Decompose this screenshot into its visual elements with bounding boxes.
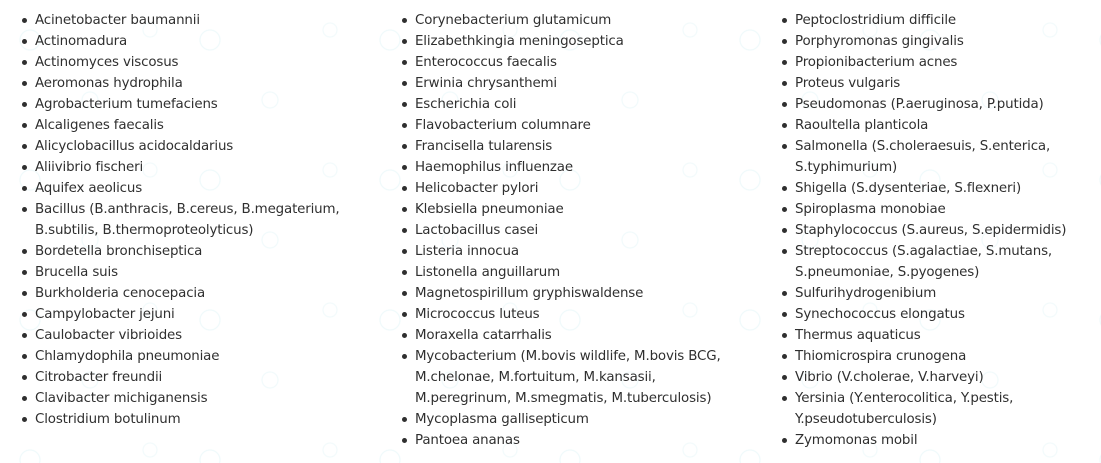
bullet-icon <box>402 165 407 170</box>
list-item-label: Sulfurihydrogenibium <box>795 286 937 301</box>
bullet-icon <box>402 333 407 338</box>
list-item <box>20 73 370 94</box>
bullet-icon <box>22 18 27 23</box>
bullet-icon <box>402 249 407 254</box>
list-item-label: Listeria innocua <box>415 244 519 259</box>
list-item-label: Haemophilus influenzae <box>415 160 573 175</box>
bullet-icon <box>782 312 787 317</box>
list-item <box>780 178 1100 199</box>
list-item-label: Brucella suis <box>35 265 118 280</box>
bullet-icon <box>782 228 787 233</box>
bullet-icon <box>782 333 787 338</box>
list-item-label: Enterococcus faecalis <box>415 55 557 70</box>
bullet-icon <box>402 18 407 23</box>
list-item-label: Clostridium botulinum <box>35 412 181 427</box>
list-item-label: Corynebacterium glutamicum <box>415 13 612 28</box>
bullet-icon <box>402 438 407 443</box>
bullet-icon <box>402 207 407 212</box>
list-item <box>20 388 370 409</box>
list-item-label: Actinomyces viscosus <box>35 55 179 70</box>
bullet-icon <box>22 312 27 317</box>
bullet-icon <box>22 417 27 422</box>
list-item <box>780 136 1070 178</box>
list-item <box>20 31 370 52</box>
list-item <box>780 430 1100 451</box>
list-item <box>20 262 370 283</box>
bullet-icon <box>782 354 787 359</box>
list-item <box>780 10 1100 31</box>
list-item-label: Erwinia chrysanthemi <box>415 76 557 91</box>
list-item-label: Porphyromonas gingivalis <box>795 34 964 49</box>
bullet-icon <box>22 165 27 170</box>
list-item-label: Alcaligenes faecalis <box>35 118 164 133</box>
list-item <box>780 31 1100 52</box>
list-item-label: Yersinia (Y.enterocolitica, Y.pestis, Y.pseudotuberculosis) <box>795 391 1014 427</box>
list-item <box>400 94 750 115</box>
bullet-icon <box>22 102 27 107</box>
bullet-icon <box>22 39 27 44</box>
list-item <box>400 199 750 220</box>
list-item-label: Peptoclostridium difficile <box>795 13 957 28</box>
list-item-label: Acinetobacter baumannii <box>35 13 200 28</box>
list-item <box>780 283 1100 304</box>
bullet-icon <box>402 228 407 233</box>
list-item <box>400 10 750 31</box>
bullet-icon <box>22 270 27 275</box>
bacteria-list-column-3 <box>780 10 1100 451</box>
list-item-label: Alicyclobacillus acidocaldarius <box>35 139 234 154</box>
list-item <box>20 178 370 199</box>
bullet-icon <box>782 102 787 107</box>
bullet-icon <box>22 60 27 65</box>
list-item-label: Moraxella catarrhalis <box>415 328 552 343</box>
list-item <box>400 178 750 199</box>
list-item-label: Escherichia coli <box>415 97 517 112</box>
bullet-icon <box>22 186 27 191</box>
list-item-label: Propionibacterium acnes <box>795 55 958 70</box>
bullet-icon <box>22 375 27 380</box>
list-item-label: Burkholderia cenocepacia <box>35 286 206 301</box>
bullet-icon <box>402 39 407 44</box>
list-item-label: Clavibacter michiganensis <box>35 391 208 406</box>
list-item <box>780 304 1100 325</box>
list-item-label: Pseudomonas (P.aeruginosa, P.putida) <box>795 97 1044 112</box>
list-item <box>400 31 750 52</box>
bullet-icon <box>402 417 407 422</box>
list-item <box>20 199 345 241</box>
bullet-icon <box>402 270 407 275</box>
list-item <box>400 157 750 178</box>
bullet-icon <box>402 291 407 296</box>
bullet-icon <box>402 354 407 359</box>
list-item <box>20 367 370 388</box>
list-item-label: Salmonella (S.choleraesuis, S.enterica, S.typhimurium) <box>795 139 1051 175</box>
bullet-icon <box>782 144 787 149</box>
list-item <box>400 430 750 451</box>
list-item-label: Flavobacterium columnare <box>415 118 591 133</box>
list-item <box>400 52 750 73</box>
list-item <box>400 241 750 262</box>
list-item <box>20 115 370 136</box>
list-item <box>780 52 1100 73</box>
list-item <box>780 199 1100 220</box>
list-item <box>780 241 1070 283</box>
list-item-label: Vibrio (V.cholerae, V.harveyi) <box>795 370 984 385</box>
list-item-label: Zymomonas mobil <box>795 433 918 448</box>
list-item <box>780 346 1100 367</box>
bullet-icon <box>402 144 407 149</box>
list-item-label: Klebsiella pneumoniae <box>415 202 564 217</box>
list-item-label: Chlamydophila pneumoniae <box>35 349 220 364</box>
bullet-icon <box>782 249 787 254</box>
bacteria-list-column-2 <box>400 10 750 451</box>
bullet-icon <box>782 438 787 443</box>
list-item-label: Elizabethkingia meningoseptica <box>415 34 624 49</box>
list-item <box>20 346 370 367</box>
bullet-icon <box>402 186 407 191</box>
list-item-label: Mycoplasma gallisepticum <box>415 412 589 427</box>
bullet-icon <box>22 354 27 359</box>
list-item-label: Lactobacillus casei <box>415 223 539 238</box>
list-item <box>20 94 370 115</box>
list-item <box>400 73 750 94</box>
bullet-icon <box>782 207 787 212</box>
bullet-icon <box>782 291 787 296</box>
list-item <box>400 283 750 304</box>
bullet-icon <box>782 375 787 380</box>
list-item <box>20 10 370 31</box>
list-item <box>400 409 750 430</box>
list-item-label: Staphylococcus (S.aureus, S.epidermidis) <box>795 223 1067 238</box>
list-item <box>20 241 370 262</box>
bullet-icon <box>782 123 787 128</box>
list-item <box>400 346 735 409</box>
list-item <box>20 157 370 178</box>
list-item-label: Agrobacterium tumefaciens <box>35 97 218 112</box>
bullet-icon <box>402 81 407 86</box>
list-item <box>20 304 370 325</box>
list-item <box>20 136 370 157</box>
list-item <box>20 325 370 346</box>
bullet-icon <box>22 207 27 212</box>
list-item-label: Thiomicrospira crunogena <box>795 349 967 364</box>
list-item-label: Streptococcus (S.agalactiae, S.mutans, S.pneumoniae, S.pyogenes) <box>795 244 1053 280</box>
bullet-icon <box>22 144 27 149</box>
list-item <box>780 325 1100 346</box>
list-item <box>400 220 750 241</box>
list-item <box>20 283 370 304</box>
list-item-label: Bacillus (B.anthracis, B.cereus, B.megaterium, B.subtilis, B.thermoproteolyticus) <box>35 202 340 238</box>
list-item-label: Pantoea ananas <box>415 433 520 448</box>
bullet-icon <box>782 60 787 65</box>
list-item-label: Bordetella bronchiseptica <box>35 244 203 259</box>
list-item-label: Spiroplasma monobiae <box>795 202 946 217</box>
list-item <box>20 409 370 430</box>
bullet-icon <box>22 291 27 296</box>
bullet-icon <box>402 102 407 107</box>
list-item-label: Campylobacter jejuni <box>35 307 175 322</box>
list-item <box>400 115 750 136</box>
list-item-label: Aquifex aeolicus <box>35 181 143 196</box>
list-item <box>780 94 1100 115</box>
bullet-icon <box>22 123 27 128</box>
list-item <box>400 304 750 325</box>
list-item <box>780 73 1100 94</box>
bullet-icon <box>22 396 27 401</box>
bullet-icon <box>22 249 27 254</box>
list-item-label: Listonella anguillarum <box>415 265 561 280</box>
list-item <box>400 262 750 283</box>
bullet-icon <box>22 333 27 338</box>
bullet-icon <box>782 81 787 86</box>
bullet-icon <box>782 18 787 23</box>
list-item <box>780 115 1100 136</box>
bullet-icon <box>402 312 407 317</box>
list-item-label: Raoultella planticola <box>795 118 929 133</box>
bullet-icon <box>22 81 27 86</box>
list-item-label: Aeromonas hydrophila <box>35 76 183 91</box>
list-item <box>780 388 1045 430</box>
list-item <box>780 220 1100 241</box>
list-item-label: Francisella tularensis <box>415 139 553 154</box>
list-item-label: Helicobacter pylori <box>415 181 539 196</box>
bullet-icon <box>402 123 407 128</box>
bullet-icon <box>782 186 787 191</box>
list-item-label: Mycobacterium (M.bovis wildlife, M.bovis BCG, M.chelonae, M.fortuitum, M.kansasii, M.peregrinum, M.smegmatis, M.tuberculosis) <box>415 349 721 406</box>
list-item-label: Shigella (S.dysenteriae, S.flexneri) <box>795 181 1022 196</box>
list-item-label: Proteus vulgaris <box>795 76 901 91</box>
bullet-icon <box>782 39 787 44</box>
list-item <box>400 325 750 346</box>
list-item <box>20 52 370 73</box>
bullet-icon <box>402 60 407 65</box>
list-item-label: Magnetospirillum gryphiswaldense <box>415 286 644 301</box>
list-item-label: Caulobacter vibrioides <box>35 328 182 343</box>
bacteria-list-column-1 <box>20 10 370 430</box>
list-item-label: Aliivibrio fischeri <box>35 160 144 175</box>
list-item-label: Micrococcus luteus <box>415 307 540 322</box>
bullet-icon <box>782 396 787 401</box>
list-item-label: Actinomadura <box>35 34 128 49</box>
list-item <box>780 367 1100 388</box>
list-item <box>400 136 750 157</box>
list-item-label: Synechococcus elongatus <box>795 307 965 322</box>
list-item-label: Thermus aquaticus <box>795 328 921 343</box>
list-item-label: Citrobacter freundii <box>35 370 163 385</box>
